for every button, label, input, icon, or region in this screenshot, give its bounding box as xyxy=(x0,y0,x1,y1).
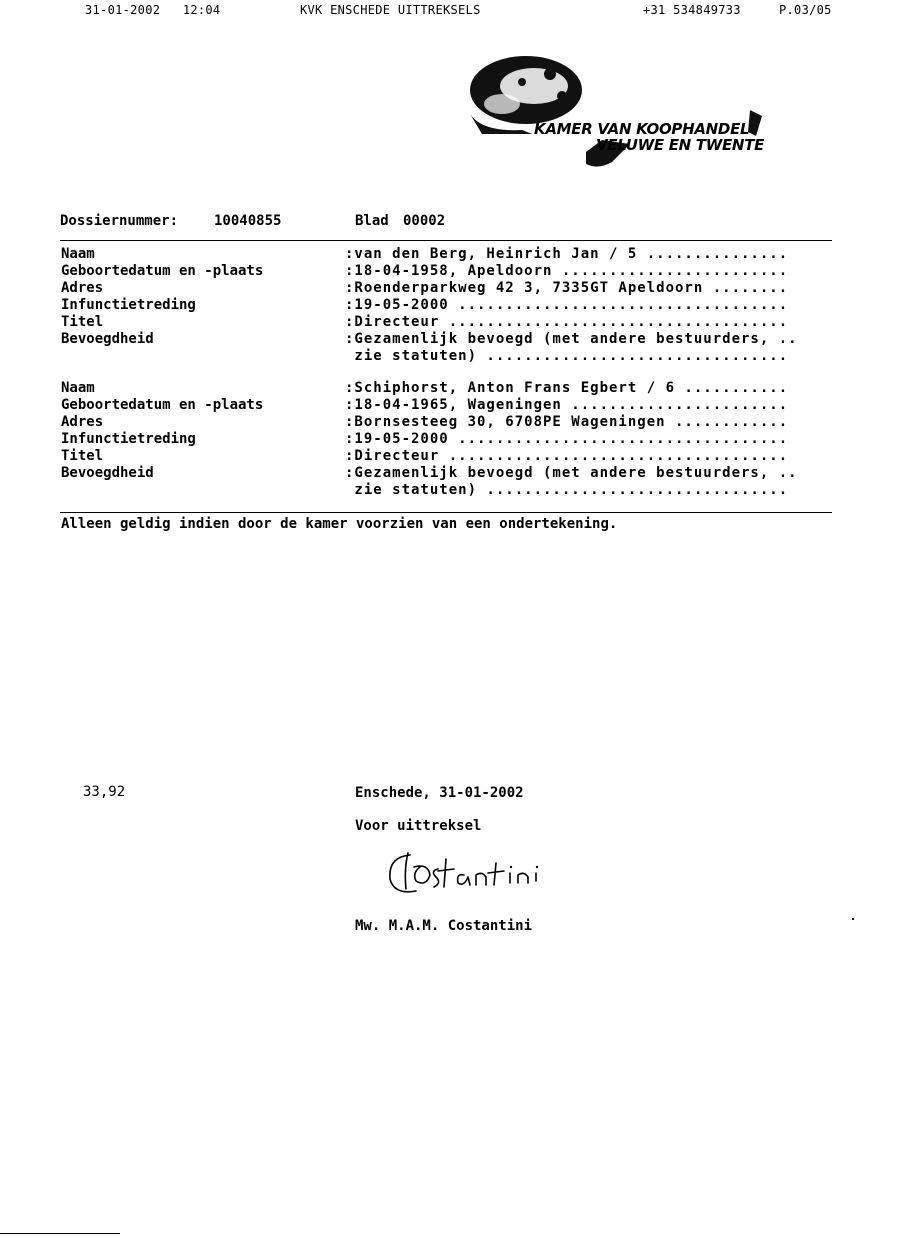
person-1-address-label: Adres xyxy=(61,280,104,296)
validity-notice: Alleen geldig indien door de kamer voorzien van een ondertekening. xyxy=(61,516,618,532)
bottom-rule xyxy=(60,512,832,513)
signatory-name: Mw. M.A.M. Costantini xyxy=(355,918,533,934)
person-2-birth-value: :18-04-1965, Wageningen ....................... xyxy=(345,397,789,413)
person-1-authority-value: :Gezamenlijk bevoegd (met andere bestuurders, .. xyxy=(345,331,798,347)
person-1-start-label: Infunctietreding xyxy=(61,297,196,313)
person-2-title-value: :Directeur .................................... xyxy=(345,448,789,464)
logo-line-2: VELUWE EN TWENTE xyxy=(596,136,765,154)
person-2-address-value: :Bornsesteeg 30, 6708PE Wageningen ............ xyxy=(345,414,789,430)
person-1-address-value: :Roenderparkweg 42 3, 7335GT Apeldoorn ........ xyxy=(345,280,789,296)
fax-phone: +31 534849733 xyxy=(643,3,741,17)
person-2-name-label: Naam xyxy=(61,380,95,396)
fax-sender: KVK ENSCHEDE UITTREKSELS xyxy=(300,3,481,17)
person-1-name-label: Naam xyxy=(61,246,95,262)
place-date: Enschede, 31-01-2002 xyxy=(355,785,524,801)
person-1-authority-label: Bevoegdheid xyxy=(61,331,154,347)
dossier-number: 10040855 xyxy=(214,213,282,229)
kvk-globe-emblem xyxy=(462,52,772,176)
top-rule xyxy=(60,240,832,241)
person-2-authority-label: Bevoegdheid xyxy=(61,465,154,481)
dossier-label: Dossiernummer: xyxy=(60,213,179,229)
person-1-birth-label: Geboortedatum en -plaats xyxy=(61,263,264,279)
blad-label: Blad xyxy=(355,213,389,229)
person-2-address-label: Adres xyxy=(61,414,104,430)
person-1-name-value: :van den Berg, Heinrich Jan / 5 ............... xyxy=(345,246,789,262)
blad-number: 00002 xyxy=(403,213,446,229)
person-2-authority-value: :Gezamenlijk bevoegd (met andere bestuurders, .. xyxy=(345,465,798,481)
person-1-title-label: Titel xyxy=(61,314,104,330)
person-1-start-value: :19-05-2000 ................................... xyxy=(345,297,789,313)
person-2-authority-cont: zie statuten) ................................ xyxy=(345,482,789,498)
person-2-name-value: :Schiphorst, Anton Frans Egbert / 6 ........... xyxy=(345,380,789,396)
for-extract-label: Voor uittreksel xyxy=(355,818,482,834)
logo-line-1: KAMER VAN KOOPHANDEL xyxy=(534,120,750,138)
kvk-logo xyxy=(462,52,772,176)
person-2-start-value: :19-05-2000 ................................... xyxy=(345,431,789,447)
scan-mark xyxy=(0,1233,120,1234)
fax-page: P.03/05 xyxy=(779,3,832,17)
person-2-birth-label: Geboortedatum en -plaats xyxy=(61,397,264,413)
person-1-birth-value: :18-04-1958, Apeldoorn ........................ xyxy=(345,263,789,279)
person-1-authority-cont: zie statuten) ................................ xyxy=(345,348,789,364)
person-2-start-label: Infunctietreding xyxy=(61,431,196,447)
person-1-title-value: :Directeur .................................... xyxy=(345,314,789,330)
person-2-title-label: Titel xyxy=(61,448,104,464)
fee-amount: 33,92 xyxy=(83,784,126,800)
fax-datetime: 31-01-2002 12:04 xyxy=(85,3,221,17)
handwritten-signature xyxy=(380,845,570,905)
scan-mark xyxy=(852,918,854,920)
